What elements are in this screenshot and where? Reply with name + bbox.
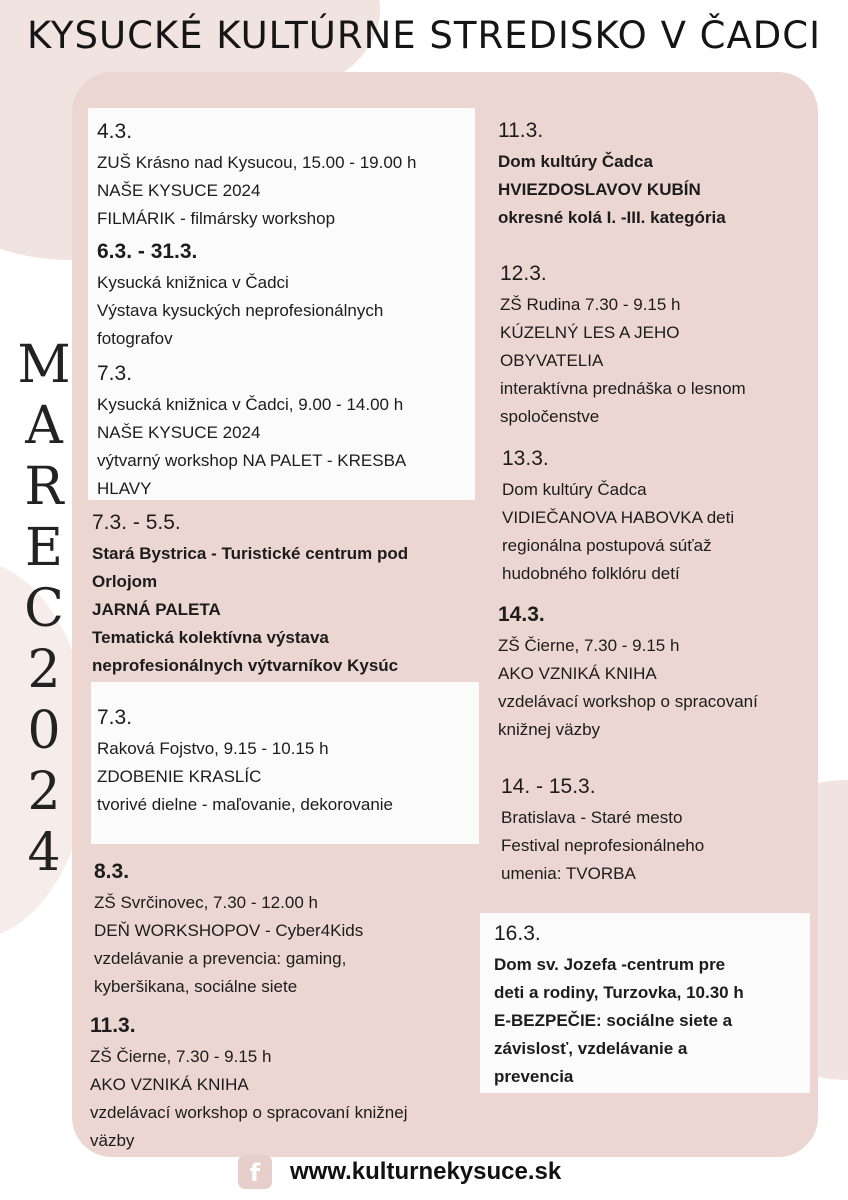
event-item: [498, 119, 726, 232]
event-line: prevencia: [494, 1067, 574, 1086]
event-line: Raková Fojstvo, 9.15 - 10.15 h: [97, 739, 329, 758]
event-date: 7.3.: [97, 706, 133, 729]
event-item: [92, 511, 408, 680]
event-line: okresné kolá I. -III. kategória: [498, 208, 726, 227]
event-line: Dom kultúry Čadca: [502, 480, 647, 499]
event-line: závislosť, vzdelávanie a: [494, 1039, 688, 1058]
vertical-letter: 2: [27, 762, 61, 822]
event-date: 12.3.: [500, 262, 547, 285]
website-link[interactable]: www.kulturnekysuce.sk: [290, 1158, 562, 1185]
event-line: kyberšikana, sociálne siete: [94, 977, 298, 996]
event-item: [502, 447, 734, 588]
event-line: NAŠE KYSUCE 2024: [97, 181, 261, 200]
event-line: FILMÁRIK - filmársky workshop: [97, 209, 336, 228]
event-date: 7.3.: [97, 362, 133, 385]
event-item: [500, 262, 746, 431]
event-line: umenia: TVORBA: [501, 864, 636, 883]
event-line: Festival neprofesionálneho: [501, 836, 705, 855]
event-line: Kysucká knižnica v Čadci, 9.00 - 14.00 h: [97, 395, 404, 414]
event-line: fotografov: [97, 329, 173, 348]
event-date: 8.3.: [94, 860, 130, 883]
facebook-icon[interactable]: f: [238, 1155, 272, 1189]
event-line: vzdelávací workshop o spracovaní: [498, 692, 758, 711]
event-line: knižnej väzby: [498, 720, 601, 739]
event-line: hudobného folklóru detí: [502, 564, 680, 583]
event-item: [97, 240, 383, 353]
event-line: Tematická kolektívna výstava: [92, 628, 329, 647]
event-date: 4.3.: [97, 120, 133, 143]
event-item: [501, 775, 704, 888]
vertical-letter: M: [17, 335, 71, 395]
event-line: Výstava kysuckých neprofesionálnych: [97, 301, 384, 320]
vertical-letter: C: [24, 579, 64, 639]
event-line: KÚZELNÝ LES A JEHO: [500, 323, 680, 342]
event-line: OBYVATELIA: [500, 351, 604, 370]
event-line: interaktívna prednáška o lesnom: [500, 379, 746, 398]
event-line: HVIEZDOSLAVOV KUBÍN: [498, 180, 701, 199]
event-date: 7.3. - 5.5.: [92, 511, 181, 534]
event-line: Dom sv. Jozefa -centrum pre: [494, 955, 726, 974]
vertical-letter: 2: [27, 640, 61, 700]
vertical-letter: E: [25, 518, 63, 578]
event-line: Stará Bystrica - Turistické centrum pod: [92, 544, 409, 563]
event-line: vzdelávanie a prevencia: gaming,: [94, 949, 347, 968]
event-date: 14.3.: [498, 603, 545, 626]
event-date: 13.3.: [502, 447, 549, 470]
event-item: [97, 120, 416, 233]
footer: [238, 1155, 561, 1189]
event-date: 16.3.: [494, 922, 541, 945]
event-line: ZDOBENIE KRASLÍC: [97, 767, 262, 786]
event-line: regionálna postupová súťaž: [502, 536, 712, 555]
event-item: [97, 362, 406, 503]
vertical-letter: R: [24, 457, 64, 517]
event-line: Kysucká knižnica v Čadci: [97, 273, 289, 292]
event-line: JARNÁ PALETA: [92, 600, 221, 619]
event-line: DEŇ WORKSHOPOV - Cyber4Kids: [94, 921, 364, 940]
event-line: E-BEZPEČIE: sociálne siete a: [494, 1011, 733, 1030]
event-line: ZŠ Svrčinovec, 7.30 - 12.00 h: [94, 893, 318, 912]
event-line: väzby: [90, 1131, 135, 1150]
event-line: ZŠ Čierne, 7.30 - 9.15 h: [90, 1047, 272, 1066]
vertical-letter: A: [25, 396, 63, 456]
event-line: spoločenstve: [500, 407, 600, 426]
event-line: Orlojom: [92, 572, 158, 591]
event-line: ZŠ Čierne, 7.30 - 9.15 h: [498, 636, 680, 655]
event-line: výtvarný workshop NA PALET - KRESBA: [97, 451, 407, 470]
event-item: [97, 706, 393, 819]
event-line: Bratislava - Staré mesto: [501, 808, 683, 827]
event-date: 11.3.: [498, 119, 544, 142]
vertical-letter: 0: [27, 701, 61, 761]
event-line: AKO VZNIKÁ KNIHA: [90, 1075, 249, 1094]
month-year-vertical: [16, 335, 72, 884]
event-item: [498, 603, 758, 744]
event-line: tvorivé dielne - maľovanie, dekorovanie: [97, 795, 394, 814]
event-line: ZUŠ Krásno nad Kysucou, 15.00 - 19.00 h: [97, 153, 417, 172]
event-date: 14. - 15.3.: [501, 775, 596, 798]
event-line: ZŠ Rudina 7.30 - 9.15 h: [500, 295, 681, 314]
page-title: KYSUCKÉ KULTÚRNE STREDISKO V ČADCI: [26, 14, 822, 57]
event-line: HLAVY: [97, 479, 152, 498]
event-date: 6.3. - 31.3.: [97, 240, 198, 263]
event-item: [94, 860, 363, 1001]
event-item: [494, 922, 744, 1091]
event-date: 11.3.: [90, 1014, 136, 1037]
event-line: NAŠE KYSUCE 2024: [97, 423, 261, 442]
event-item: [90, 1014, 408, 1155]
event-line: Dom kultúry Čadca: [498, 152, 653, 171]
event-line: VIDIEČANOVA HABOVKA deti: [502, 508, 735, 527]
vertical-letter: 4: [27, 823, 61, 883]
event-line: vzdelávací workshop o spracovaní knižnej: [90, 1103, 408, 1122]
event-line: neprofesionálnych výtvarníkov Kysúc: [92, 656, 399, 675]
event-line: deti a rodiny, Turzovka, 10.30 h: [494, 983, 744, 1002]
event-line: AKO VZNIKÁ KNIHA: [498, 664, 657, 683]
